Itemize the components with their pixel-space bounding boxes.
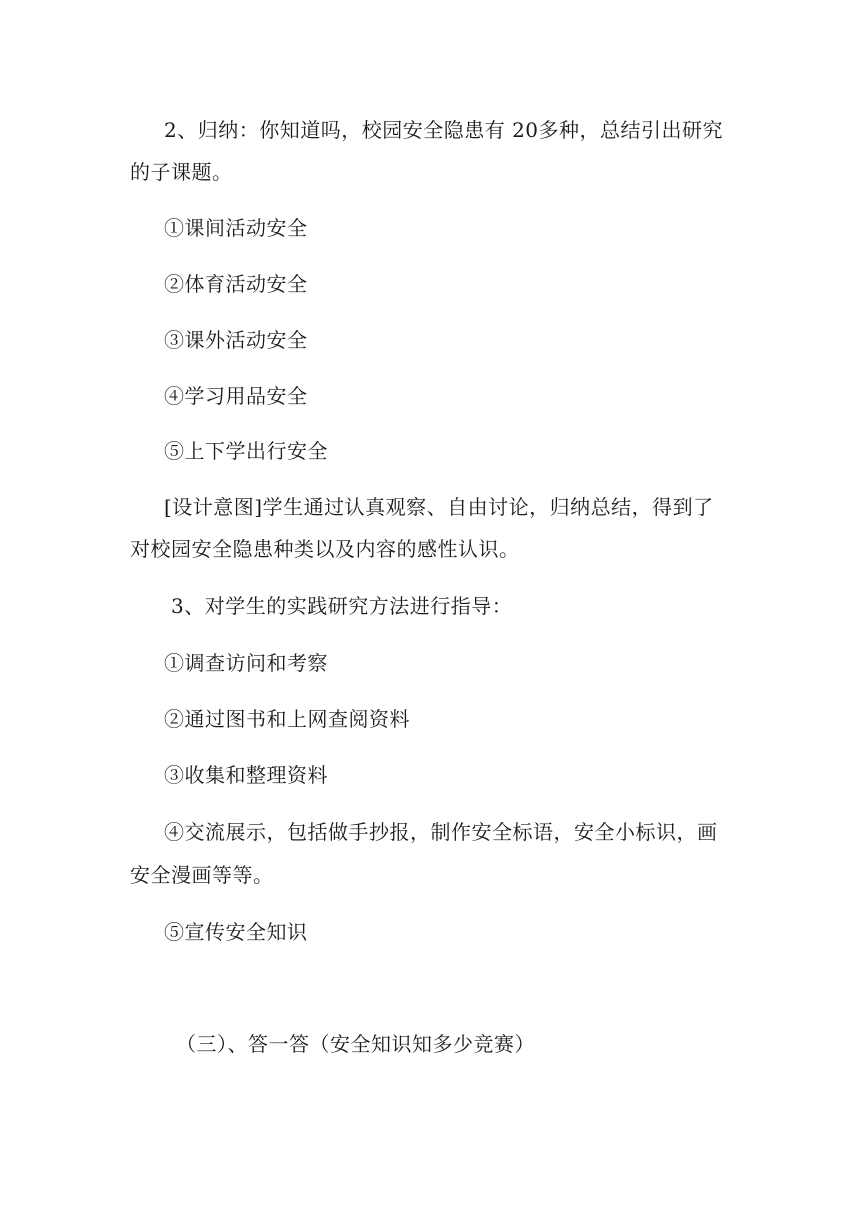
method-item-4-line-2: 安全漫画等等。	[130, 863, 274, 887]
section-heading-three: （三）、答一答（安全知识知多少竞赛）	[176, 1032, 535, 1056]
subtopic-item-1: ①课间活动安全	[164, 216, 308, 240]
method-item-2: ②通过图书和上网查阅资料	[164, 707, 410, 731]
method-item-1: ①调查访问和考察	[164, 651, 328, 675]
paragraph-1-line-1: 2、归纳：你知道吗，校园安全隐患有 20多种，总结引出研究	[164, 118, 724, 142]
design-intent-line-2: 对校园安全隐患种类以及内容的感性认识。	[130, 537, 520, 561]
subtopic-item-5: ⑤上下学出行安全	[164, 439, 328, 463]
guidance-heading: 3、对学生的实践研究方法进行指导：	[171, 594, 513, 618]
paragraph-1-line-2: 的子课题。	[130, 160, 233, 184]
method-item-5: ⑤宣传安全知识	[164, 920, 308, 944]
subtopic-item-2: ②体育活动安全	[164, 272, 308, 296]
subtopic-item-4: ④学习用品安全	[164, 384, 308, 408]
method-item-4-line-1: ④交流展示，包括做手抄报，制作安全标语，安全小标识，画	[164, 820, 718, 844]
method-item-3: ③收集和整理资料	[164, 763, 328, 787]
subtopic-item-3: ③课外活动安全	[164, 328, 308, 352]
design-intent-line-1: [设计意图]学生通过认真观察、自由讨论，归纳总结，得到了	[164, 495, 714, 519]
